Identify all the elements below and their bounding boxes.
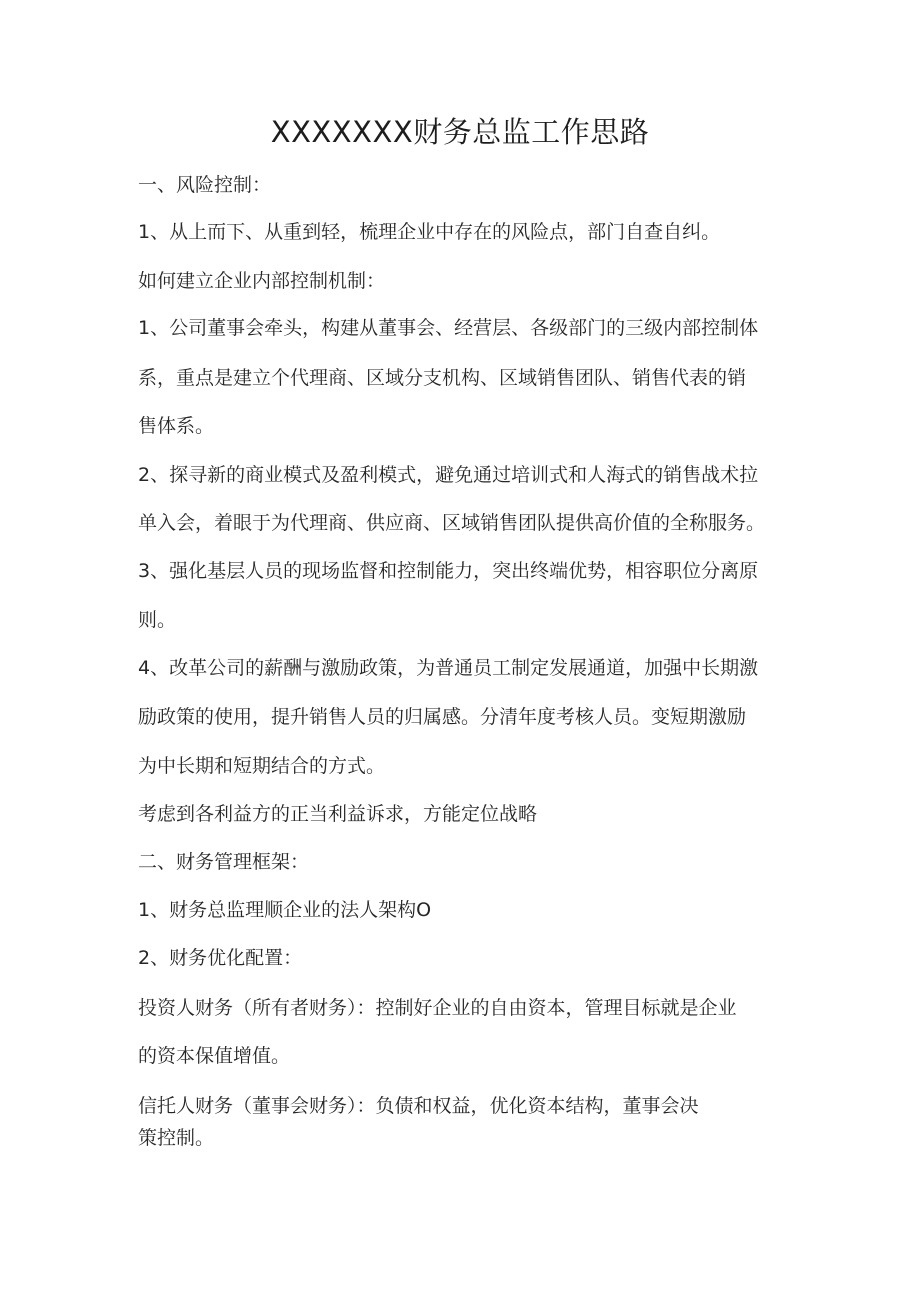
paragraph-heading: 如何建立企业内部控制机制： [138, 270, 386, 292]
paragraph-line: 售体系。 [138, 415, 215, 437]
paragraph-line: 系，重点是建立个代理商、区域分支机构、区域销售团队、销售代表的销 [138, 367, 747, 389]
paragraph-line: 1、公司董事会牵头，构建从董事会、经营层、各级部门的三级内部控制体 [138, 317, 759, 339]
paragraph-line: 信托人财务（董事会财务）：负债和权益，优化资本结构，董事会决 [138, 1095, 699, 1117]
paragraph-line: 1、从上而下、从重到轻，梳理企业中存在的风险点，部门自查自纠。 [138, 221, 721, 243]
document-title: XXXXXXX财务总监工作思路 [270, 115, 650, 149]
paragraph-line: 策控制。 [138, 1127, 215, 1149]
paragraph-line: 3、强化基层人员的现场监督和控制能力，突出终端优势，相容职位分离原 [138, 560, 759, 582]
paragraph-line: 2、探寻新的商业模式及盈利模式，避免通过培训式和人海式的销售战术拉 [138, 464, 759, 486]
paragraph-line: 投资人财务（所有者财务）：控制好企业的自由资本，管理目标就是企业 [138, 997, 737, 1019]
paragraph-line: 则。 [138, 609, 177, 631]
paragraph-line: 励政策的使用，提升销售人员的归属感。分清年度考核人员。变短期激励 [138, 706, 747, 728]
paragraph-line: 为中长期和短期结合的方式。 [138, 755, 386, 777]
paragraph-line: 的资本保值增值。 [138, 1045, 291, 1067]
paragraph-line: 单入会，着眼于为代理商、供应商、区域销售团队提供高价值的全称服务。 [138, 512, 766, 534]
paragraph-line: 4、改革公司的薪酬与激励政策，为普通员工制定发展通道，加强中长期激 [138, 657, 759, 679]
paragraph-line: 考虑到各利益方的正当利益诉求，方能定位战略 [138, 803, 538, 825]
section-heading-financial-framework: 二、财务管理框架： [138, 851, 310, 873]
paragraph-line: 1、财务总监理顺企业的法人架构O [138, 899, 432, 921]
paragraph-line: 2、财务优化配置： [138, 947, 303, 969]
section-heading-risk-control: 一、风险控制： [138, 174, 272, 196]
